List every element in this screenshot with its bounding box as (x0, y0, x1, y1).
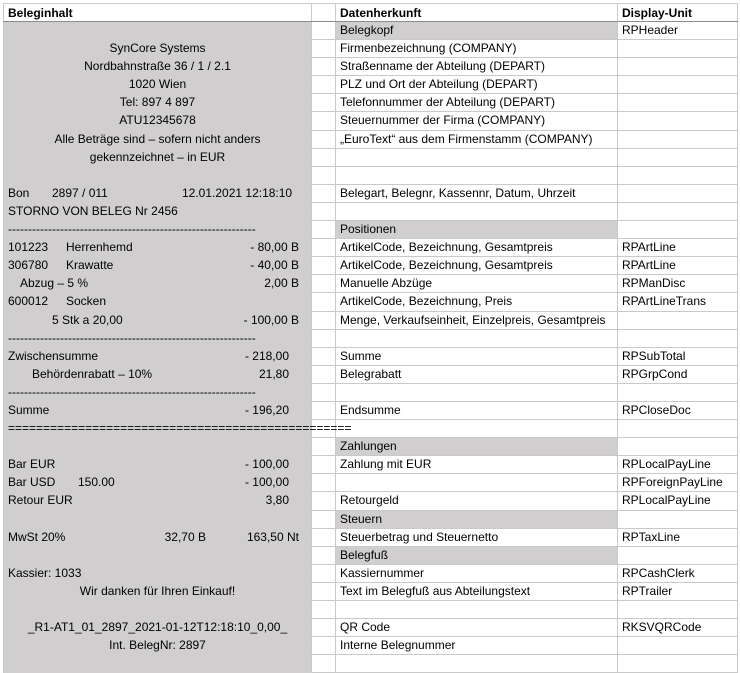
table-row (4, 22, 738, 40)
col-datenherkunft: Datenherkunft (336, 4, 618, 22)
col-display-unit: Display-Unit (618, 4, 738, 22)
phone: Tel: 897 4 897 (4, 94, 312, 112)
col-beleginhalt: Beleginhalt (4, 4, 312, 22)
eurotext-line2: gekennzeichnet – in EUR (4, 148, 312, 166)
table-row: MwSt 20% 32,70 B 163,50 Nt Steuerbetrag und Steuernetto RPTaxLine (4, 528, 738, 546)
table-row: Bar USD 150.00 - 100,00 RPForeignPayLine (4, 474, 738, 492)
separator: -------------------------------------------------------------- (4, 221, 312, 239)
receipt-mapping-table: Beleginhalt Datenherkunft Display-Unit Belegkopf RPHeader SynCore Systems Firmenbezeichnung (COMPANY) Nordbahnstraße 36 / 1 / 2.1 Straßenname der Abteilung (DEPART) 1020 Wien PLZ und Ort der Abteilung (DEPART) Tel: 897 4 897 Telefonnummer der Abteilung (DEPART) ATU12345678 Steuernummer der Firma (COMPANY) Alle Beträge sind – sofern nicht anders „EuroText“ aus dem Firmenstamm (COMPANY) gekennzeichnet – in EUR Bon 2897 / 011 12.01.2021 12:18:10 Belegart, Belegnr, Kassennr, Datum, Uhrzeit STORNO VON BELEG Nr 2456 -------------------------------------------------------------- Positionen 101223 Herrenhemd - 80,00 B ArtikelCode, Bezeichnung, Gesamtpreis RPArtLine 306780 Krawatte - 40,00 B ArtikelCode, Bezeichnung, Gesamtpreis RPArtLine Abzug – 5 % 2,00 B Manuelle Abzüge RPManDisc 600012 Socken ArtikelCode, Bezeichnung, Preis RPArtLineTrans 5 Stk a 20,00 - 100,00 B Menge, Verkaufseinheit, Einzelpreis, Gesamtpreis -------------------------------------------------------------- Zwischensumme - 218,00 Summe RPSubTotal Behördenrabatt – 10% 21,80 Belegrabatt RPGrpCond -------------------------------------------------------------- Summe - 196,20 Endsumme RPCloseDoc ================================================= Zahlungen Bar EUR - 100,00 Zahlung mit EUR RPLocalPayLine Bar USD 150.00 - 100,00 RPForeignPayLine Retour EUR 3,80 Retourgeld RPLocalPayLine Steuern MwSt 20% 32,70 B 163,50 Nt Steuerbetrag und Steuernetto RPTaxLine Belegfuß Kassier: 1033 Kassiernummer RPCashClerk Wir danken für Ihren Einkauf! Text im Belegfuß aus Abteilungstext RPTrailer _R1-AT1_01_2897_2021-01-12T12:18:10_0,00_ QR Code RKSVQRCode Int. BelegNr: 2897 Interne Belegnummer (3, 3, 737, 669)
table-row: -------------------------------------------------------------- (4, 383, 738, 401)
table-row: Behördenrabatt – 10% 21,80 Belegrabatt RPGrpCond (4, 365, 738, 383)
section-belegkopf: Belegkopf (336, 22, 618, 40)
col-spacer (312, 4, 336, 22)
table-row (4, 202, 738, 220)
table-row: Bar EUR - 100,00 Zahlung mit EUR RPLocalPayLine (4, 456, 738, 474)
street: Nordbahnstraße 36 / 1 / 2.1 (4, 58, 312, 76)
table-row: Summe - 196,20 Endsumme RPCloseDoc (4, 401, 738, 419)
table-row (4, 438, 738, 456)
bon-datetime: 12.01.2021 12:18:10 (182, 185, 293, 200)
table-row (4, 601, 738, 619)
table-row: Bon 2897 / 011 12.01.2021 12:18:10 Belegart, Belegnr, Kassennr, Datum, Uhrzeit (4, 184, 738, 202)
table-row: Abzug – 5 % 2,00 B Manuelle Abzüge RPManDisc (4, 275, 738, 293)
table-row: Retour EUR 3,80 Retourgeld RPLocalPayLine (4, 492, 738, 510)
table-row (4, 546, 738, 564)
table-row: Tel: 897 4 897 Telefonnummer der Abteilung (DEPART) (4, 94, 738, 112)
table-row: Kassier: 1033 Kassiernummer RPCashClerk (4, 564, 738, 582)
unit-cell: RPHeader (618, 22, 738, 40)
tax-id: ATU12345678 (4, 112, 312, 130)
table-row: ================================================= (4, 420, 738, 438)
table-row (4, 510, 738, 528)
section-belegfuss: Belegfuß (336, 546, 618, 564)
table-row: Nordbahnstraße 36 / 1 / 2.1 Straßenname der Abteilung (DEPART) (4, 58, 738, 76)
bon-number: 2897 / 011 (52, 185, 108, 200)
table-row: 600012 Socken ArtikelCode, Bezeichnung, Preis RPArtLineTrans (4, 293, 738, 311)
table-row: 1020 Wien PLZ und Ort der Abteilung (DEPART) (4, 76, 738, 94)
table-row: -------------------------------------------------------------- (4, 329, 738, 347)
storno-line: STORNO VON BELEG Nr 2456 (4, 202, 312, 220)
section-zahlungen: Zahlungen (336, 438, 618, 456)
table-row: Wir danken für Ihren Einkauf! Text im Belegfuß aus Abteilungstext RPTrailer (4, 582, 738, 600)
table-row (4, 148, 738, 166)
table-row: Zwischensumme - 218,00 Summe RPSubTotal (4, 347, 738, 365)
table-row (4, 655, 738, 673)
table-row: 306780 Krawatte - 40,00 B ArtikelCode, Bezeichnung, Gesamtpreis RPArtLine (4, 257, 738, 275)
table-row: 101223 Herrenhemd - 80,00 B ArtikelCode, Bezeichnung, Gesamtpreis RPArtLine (4, 239, 738, 257)
table-row: _R1-AT1_01_2897_2021-01-12T12:18:10_0,00_ QR Code RKSVQRCode (4, 619, 738, 637)
section-positionen: Positionen (336, 221, 618, 239)
city: 1020 Wien (4, 76, 312, 94)
company-name: SynCore Systems (4, 40, 312, 58)
table-row: SynCore Systems Firmenbezeichnung (COMPANY) (4, 40, 738, 58)
section-steuern: Steuern (336, 510, 618, 528)
table-row (4, 166, 738, 184)
internal-number: Int. BelegNr: 2897 (4, 637, 312, 655)
bon-label: Bon (8, 185, 30, 200)
table-row: Int. BelegNr: 2897 Interne Belegnummer (4, 637, 738, 655)
table-row: Alle Beträge sind – sofern nicht anders „EuroText“ aus dem Firmenstamm (COMPANY) (4, 130, 738, 148)
table-row: ATU12345678 Steuernummer der Firma (COMPANY) (4, 112, 738, 130)
eurotext-line1: Alle Beträge sind – sofern nicht anders (4, 130, 312, 148)
table-row (4, 221, 738, 239)
header-row (4, 4, 738, 22)
qr-code-text: _R1-AT1_01_2897_2021-01-12T12:18:10_0,00_ (4, 619, 312, 637)
